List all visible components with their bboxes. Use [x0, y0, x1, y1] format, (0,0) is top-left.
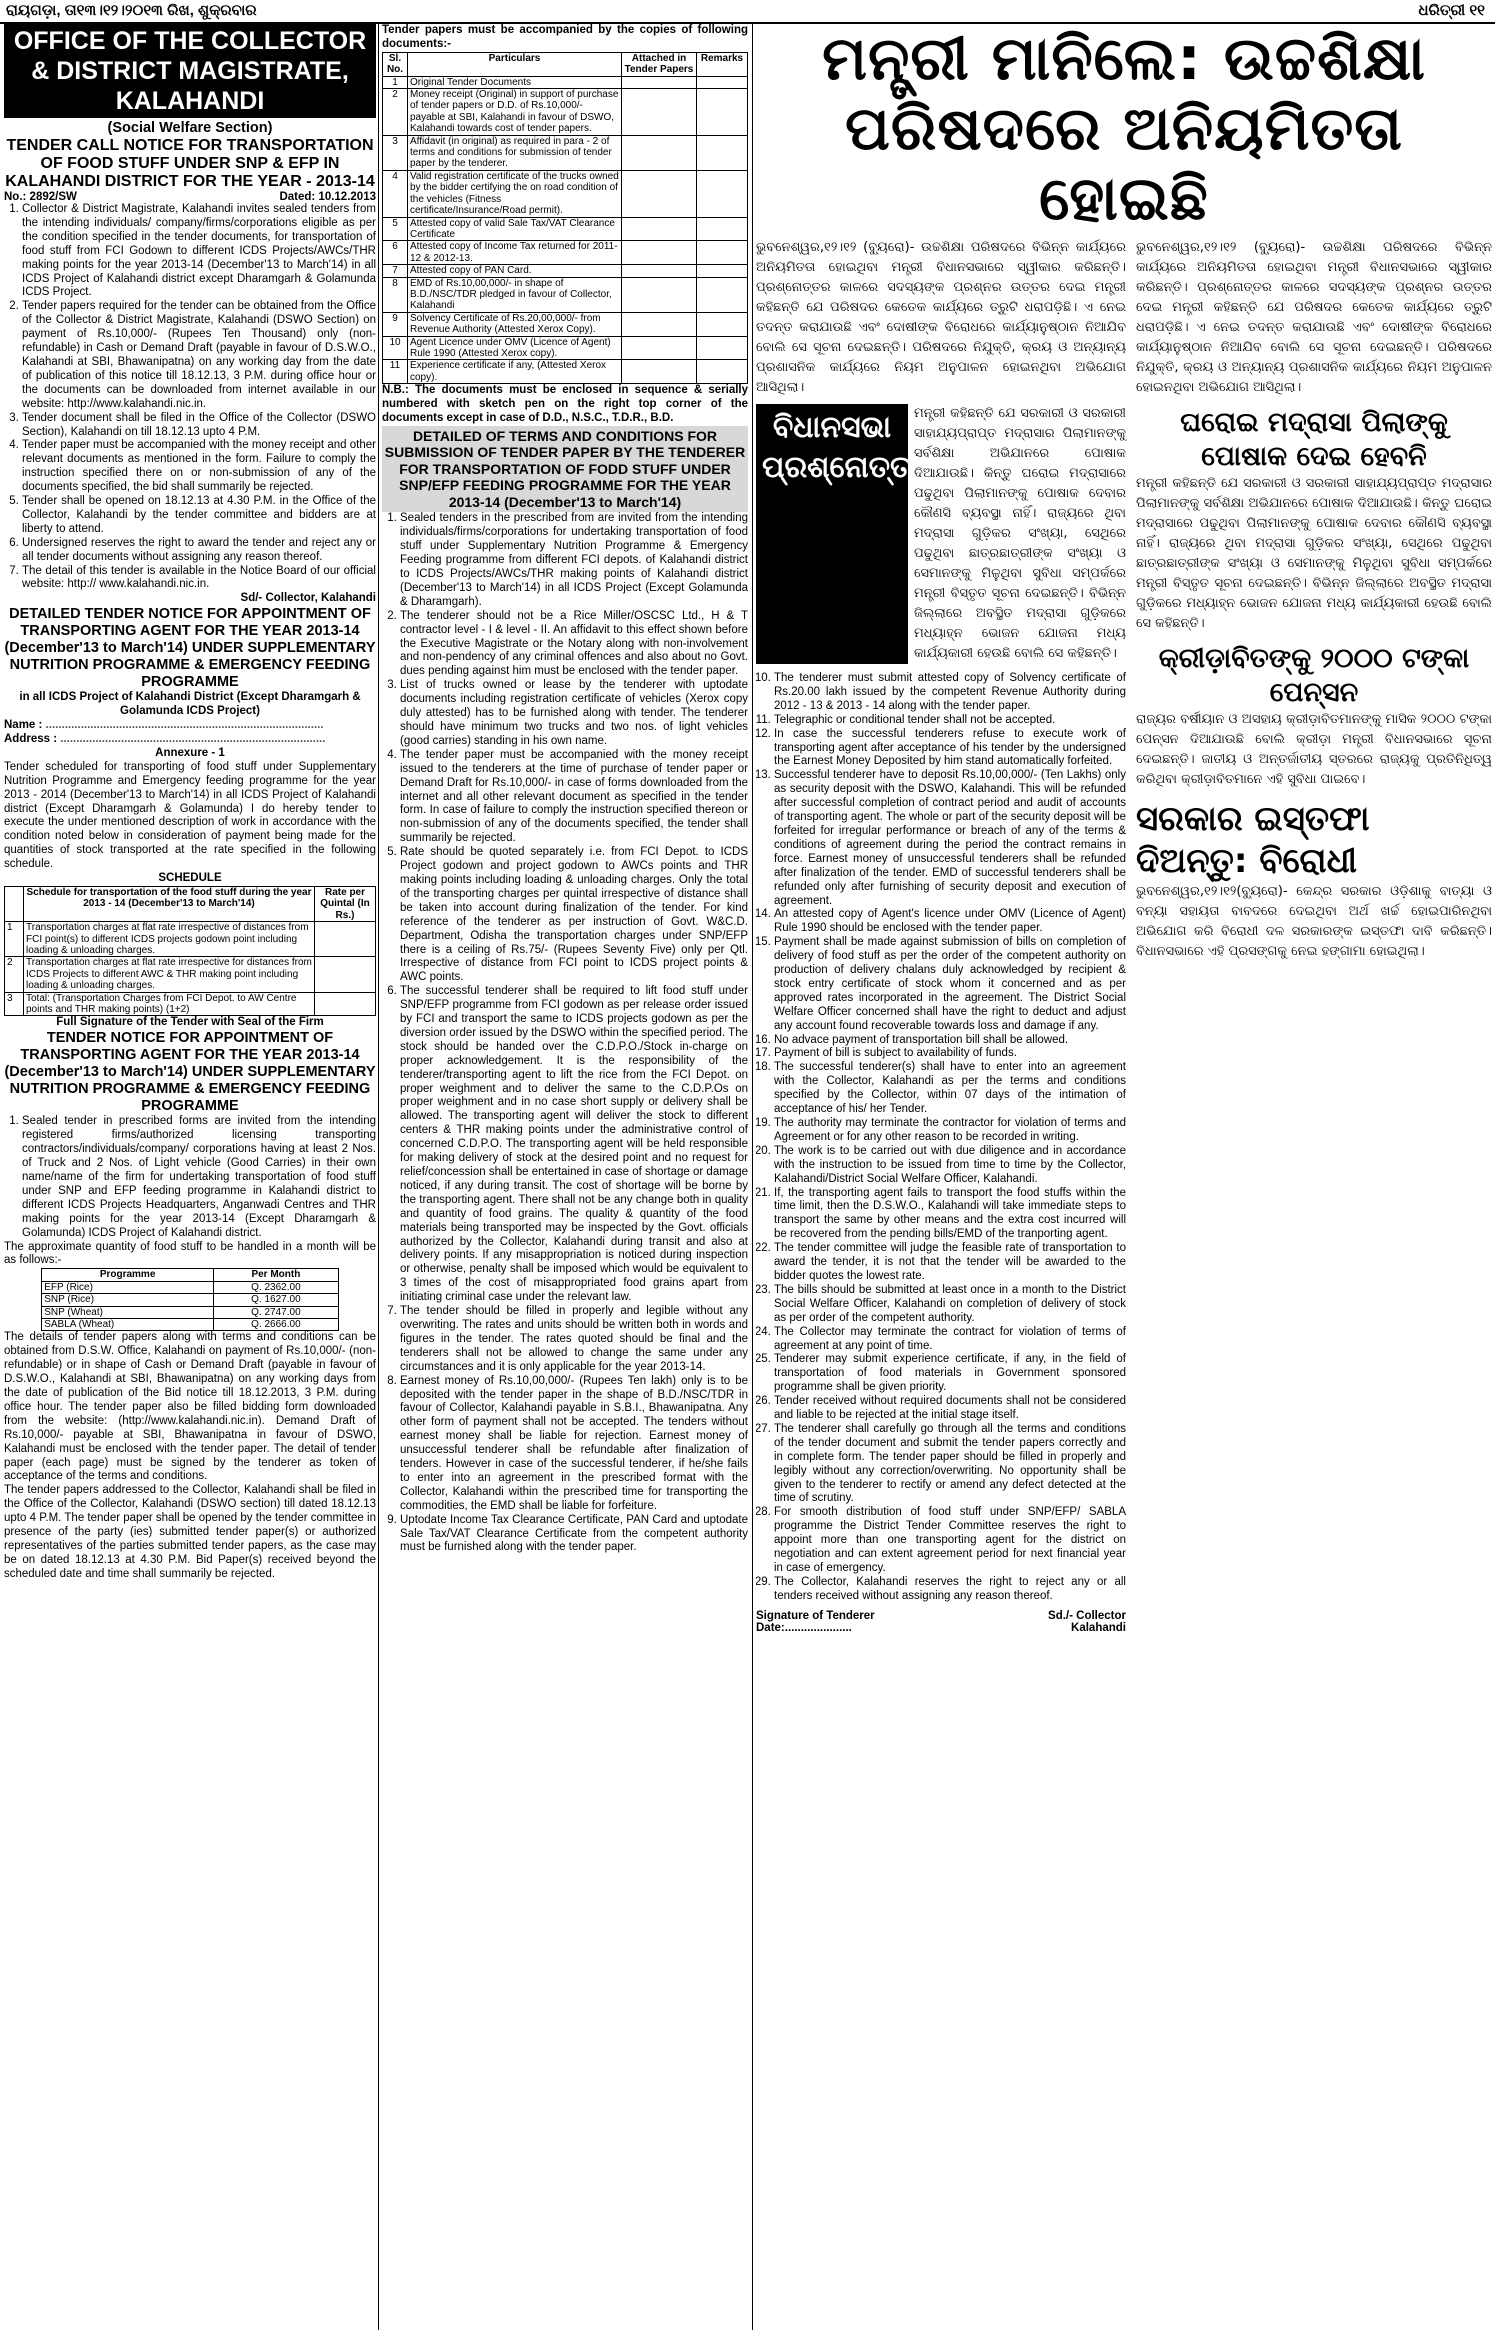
terms-list — [382, 512, 748, 1555]
quantity-row — [42, 1281, 339, 1293]
quantity-value: Q. 1627.00 — [214, 1294, 339, 1306]
document-row — [383, 312, 748, 336]
notice2-points — [4, 1115, 376, 1240]
terms-item: 16. No advace payment of transportation bill shall be allowed. — [774, 1034, 1126, 1048]
schedule-row — [5, 922, 376, 957]
document-sl: 6 — [383, 241, 408, 265]
kalahandi-label: Kalahandi — [1071, 1621, 1126, 1634]
terms-item: 6. The successful tenderer shall be required to lift food stuff under SNP/EFP programme from FCI godown as per release order issued by FCI and transport the same to ICDS projects godown as per the diversion order issued by the DSWO within the specified period. The stock should be handed over the C.D.P.O./Stock in-charge on proper acknowledgement. It is the responsibility of the tenderer/transporting agent to lift the rice from the FCI Depot. on proper weighment and to deliver the same to the C.D.P.Os on proper weighment and in no case short supply or delivery shall be allowed. The transporting agent will deliver the stock to different centers & THR making points under the administrative control of concerned C.D.P.O. The transporting agent will be held responsible for making delivery of stock at the desired point and no request for relief/concession shall be entertained in case of shortage or damage noticed, if any during transit. The cost of shortage will be borne by the transporting agent. There shall not be any change both in quality and quantity of food grains. The quality & quantity of the food materials being transported may be inspected by the Govt. officials authorized by the Collector, Kalahandi during transit and also at delivery points. If any misappropriation is noticed during inspection or otherwise, penalty shall be imposed which would be equivalent to 3 times of the cost of misappropriated food grains apart from initiating criminal case under the relevant law. — [400, 985, 748, 1305]
document-particular: Valid registration certificate of the trucks owned by the bidder certifying the on road condition of the vehicles (Fitness certificate/Insurance/Road permit). — [408, 170, 622, 217]
schedule-rate — [315, 957, 376, 992]
news-body-2: ଭୁବନେଶ୍ୱର,୧୨।୧୨ (ବ୍ୟୁରୋ)- ଉଚ୍ଚଶିକ୍ଷା ପରିଷଦରେ ବିଭିନ୍ନ କାର୍ଯ୍ୟରେ ଅନିୟମିତତା ହୋଇଥିବା ମନ୍ତ୍ରୀ ବିଧାନସଭାରେ ସ୍ୱୀକାର କରିଛନ୍ତି। ପ୍ରଶ୍ନୋତ୍ତର କାଳରେ ସଦସ୍ୟଙ୍କ ପ୍ରଶ୍ନର ଉତ୍ତର ଦେଇ ମନ୍ତ୍ରୀ କହିଛନ୍ତି ଯେ ପରିଷଦର କେତେକ କାର୍ଯ୍ୟରେ ତ୍ରୁଟି ଧରାପଡ଼ିଛି। ଏ ନେଇ ତଦନ୍ତ କରାଯାଉଛି ଏବଂ ଦୋଷୀଙ୍କ ବିରୋଧରେ କାର୍ଯ୍ୟାନୁଷ୍ଠାନ ନିଆଯିବ ବୋଲି ସେ ସୂଚନା ଦେଇଛନ୍ତି। ପରିଷଦରେ ନିଯୁକ୍ତି, କ୍ରୟ ଓ ଅନ୍ୟାନ୍ୟ ପ୍ରଶାସନିକ କାର୍ଯ୍ୟରେ ନିୟମ ଅନୁପାଳନ ହୋଇନଥିବା ଅଭିଯୋଗ ଆସିଥିଲା। — [1136, 240, 1492, 395]
full-signature-label: Full Signature of the Tender with Seal of the Firm — [56, 1016, 324, 1029]
document-particular: Agent Licence under OMV (Licence of Agent) Rule 1990 (Attested Xerox copy). — [408, 336, 622, 360]
schedule-sl: 2 — [5, 957, 24, 992]
document-remarks — [697, 360, 748, 384]
document-sl: 5 — [383, 217, 408, 241]
resign-headline: ସରକାର ଇସ୍ତଫା ଦିଅନ୍ତୁ: ବିରୋଧୀ — [1136, 799, 1370, 881]
document-particular: Attested copy of valid Sale Tax/VAT Clearance Certificate — [408, 217, 622, 241]
notice-point: 4. Tender paper must be accompanied with the money receipt and other relevant documents as mentioned in the form. Failure to comply the instruction specified there on or non-submission of any of the documents specified, the bid shall summarily be rejected. — [22, 439, 376, 495]
document-particular: Money receipt (Original) in support of purchase of tender papers or D.D. of Rs.10,000/- payable at SBI, Kalahandi in favour of DSWO, Kalahandi towards cost of tender papers. — [408, 89, 622, 136]
qty-head-programme: Programme — [42, 1269, 214, 1281]
quantity-row — [42, 1306, 339, 1318]
document-row — [383, 265, 748, 277]
schedule-rate — [315, 922, 376, 957]
document-sl: 9 — [383, 312, 408, 336]
terms-item: 17. Payment of bill is subject to availability of funds. — [774, 1047, 1126, 1061]
document-remarks — [697, 89, 748, 136]
collector-signature-label: Sd./- Collector — [1048, 1609, 1126, 1622]
document-row — [383, 76, 748, 88]
document-particular: Original Tender Documents — [408, 76, 622, 88]
document-remarks — [697, 76, 748, 88]
terms-item: 25. Tenderer may submit experience certificate, if any, in the field of transportation of food materials in Government sponsored programme shall be given priority. — [774, 1353, 1126, 1395]
document-remarks — [697, 135, 748, 170]
documents-terms-column — [382, 24, 748, 2330]
news-split — [756, 238, 1492, 1634]
document-attached — [622, 277, 697, 312]
address-field-label: Address : ................................................................................... — [4, 733, 326, 745]
madrasa-headline-line2: ପୋଷାକ ଦେଇ ହେବନି — [1201, 441, 1427, 472]
notice-point: 1. Collector & District Magistrate, Kalahandi invites sealed tenders from the intending individuals/ company/firms/corporations eligible as per the condition specified in the tender documents, for transportation of food stuff from FCI Godown to different ICDS Projects/AWCs/THR making points for the year 2013-14 (December'13 to March'14) in all ICDS Project of Kalahandi district except Dharamgarh & Golamunda ICDS Project. — [22, 203, 376, 300]
document-attached — [622, 76, 697, 88]
tender-notice-column — [4, 24, 376, 2330]
document-remarks — [697, 277, 748, 312]
terms-item: 22. The tender committee will judge the feasible rate of transportation to award the tender, it is not that the tender will be awarded to the bidder quotes the lowest rate. — [774, 1242, 1126, 1284]
madrasa-body: ମନ୍ତ୍ରୀ କହିଛନ୍ତି ଯେ ସରକାରୀ ଓ ସରକାରୀ ସାହାଯ୍ୟପ୍ରାପ୍ତ ମଦ୍ରାସାର ପିଲାମାନଙ୍କୁ ସର୍ବଶିକ୍ଷା ଅଭିଯାନରେ ପୋଷାକ ଦିଆଯାଉଛି। କିନ୍ତୁ ଘରୋଇ ମଦ୍ରାସାରେ ପଢୁଥିବା ପିଲାମାନଙ୍କୁ ପୋଷାକ ଦେବାର କୌଣସି ବ୍ୟବସ୍ଥା ନାହିଁ। ରାଜ୍ୟରେ ଥିବା ମଦ୍ରାସା ଗୁଡ଼ିକର ସଂଖ୍ୟା, ସେଥିରେ ପଢୁଥିବା ଛାତ୍ରଛାତ୍ରୀଙ୍କ ସଂଖ୍ୟା ଓ ସେମାନଙ୍କୁ ମିଳୁଥିବା ସୁବିଧା ସମ୍ପର୍କରେ ମନ୍ତ୍ରୀ ବିସ୍ତୃତ ସୂଚନା ଦେଇଛନ୍ତି। ବିଭିନ୍ନ ଜିଲ୍ଲାରେ ଅବସ୍ଥିତ ମଦ୍ରାସା ଗୁଡ଼ିକରେ ମଧ୍ୟାହ୍ନ ଭୋଜନ ଯୋଜନା ମଧ୍ୟ କାର୍ଯ୍ୟକାରୀ ହେଉଛି ବୋଲି ସେ କହିଛନ୍ତି। — [1136, 476, 1492, 631]
news-body-1: ଭୁବନେଶ୍ୱର,୧୨।୧୨ (ବ୍ୟୁରୋ)- ଉଚ୍ଚଶିକ୍ଷା ପରିଷଦରେ ବିଭିନ୍ନ କାର୍ଯ୍ୟରେ ଅନିୟମିତତା ହୋଇଥିବା ମନ୍ତ୍ରୀ ବିଧାନସଭାରେ ସ୍ୱୀକାର କରିଛନ୍ତି। ପ୍ରଶ୍ନୋତ୍ତର କାଳରେ ସଦସ୍ୟଙ୍କ ପ୍ରଶ୍ନର ଉତ୍ତର ଦେଇ ମନ୍ତ୍ରୀ କହିଛନ୍ତି ଯେ ପରିଷଦର କେତେକ କାର୍ଯ୍ୟରେ ତ୍ରୁଟି ଧରାପଡ଼ିଛି। ଏ ନେଇ ତଦନ୍ତ କରାଯାଉଛି ଏବଂ ଦୋଷୀଙ୍କ ବିରୋଧରେ କାର୍ଯ୍ୟାନୁଷ୍ଠାନ ନିଆଯିବ ବୋଲି ସେ ସୂଚନା ଦେଇଛନ୍ତି। ପରିଷଦରେ ନିଯୁକ୍ତି, କ୍ରୟ ଓ ଅନ୍ୟାନ୍ୟ ପ୍ରଶାସନିକ କାର୍ଯ୍ୟରେ ନିୟମ ଅନୁପାଳନ ହୋଇନଥିବା ଅଭିଯୋଗ ଆସିଥିଲା। — [756, 240, 1126, 395]
schedule-rate — [315, 992, 376, 1016]
notice-point: 5. Tender shall be opened on 18.12.13 at 4.30 P.M. in the Office of the Collector, Kalahandi by the tender committee and bidders are at liberty to attend. — [22, 495, 376, 537]
notice-ref-row — [4, 191, 376, 203]
detailed-notice-subtitle: in all ICDS Project of Kalahandi District (Except Dharamgarh & Golamunda ICDS Project) — [19, 691, 361, 718]
docs-head-remarks: Remarks — [697, 52, 748, 76]
office-title: OFFICE OF THE COLLECTOR & DISTRICT MAGISTRATE, KALAHANDI — [4, 24, 376, 118]
sports-pension-headline: କ୍ରୀଡ଼ାବିତଙ୍କୁ ୨୦୦୦ ଟଙ୍କା ପେନ୍‌ସନ — [1158, 643, 1470, 708]
sports-pension-body: ରାଜ୍ୟର ବର୍ଷୀୟାନ ଓ ଅସହାୟ କ୍ରୀଡ଼ାବିତମାନଙ୍କୁ ମାସିକ ୨୦୦୦ ଟଙ୍କା ପେନ୍‌ସନ ଦିଆଯାଉଛି ବୋଲି କ୍ରୀଡ଼ା ମନ୍ତ୍ରୀ ବିଧାନସଭାରେ ସୂଚନା ଦେଇଛନ୍ତି। ଜାତୀୟ ଓ ଅନ୍ତର୍ଜାତୀୟ ସ୍ତରରେ ରାଜ୍ୟକୁ ପ୍ରତିନିଧିତ୍ୱ କରିଥିବା କ୍ରୀଡ଼ାବିତମାନେ ଏହି ସୁବିଧା ପାଇବେ। — [1136, 712, 1492, 787]
box-row — [756, 404, 1126, 664]
terms-continued-list — [756, 672, 1126, 1604]
page-header-bar — [0, 0, 1495, 24]
terms-item: 10. The tenderer must submit attested copy of Solvency certificate of Rs.20.00 lakh issued by the competent Revenue Authority during 2012 - 13 & 2013 - 14 along with the tender paper. — [774, 672, 1126, 714]
quantity-row — [42, 1318, 339, 1330]
document-remarks — [697, 217, 748, 241]
document-sl: 11 — [383, 360, 408, 384]
notice-point: 2. Tender papers required for the tender can be obtained from the Office of the Collector & District Magistrate, Kalahandi (DSWO Section) on payment of Rs.10,000/- (Rupees Ten Thousand) only (non-refundable) in Cash or Demand Draft (payable in favour of D.S.W.O., Kalahandi at SBI, Bhawanipatna) on any working day from the date of publication of this notice till 18.12.13, 3 P.M. during office hour or the documents can be downloaded from internet available in our website: http://www.kalahandi.nic.in. — [22, 300, 376, 411]
schedule-sl: 1 — [5, 922, 24, 957]
assembly-qa-box: ବିଧାନସଭା ପ୍ରଶ୍ନୋତ୍ତର — [756, 404, 908, 664]
document-particular: Attested copy of PAN Card. — [408, 265, 622, 277]
terms-item: 24. The Collector may terminate the contract for violation of terms of agreement at any point of time. — [774, 1326, 1126, 1354]
schedule-head-desc: Schedule for transportation of the food stuff during the year 2013 - 14 (December'13 to March'14) — [24, 886, 315, 921]
document-row — [383, 360, 748, 384]
terms-item: 3. List of trucks owned or lease by the tenderer with uptodate documents including registration certificate of vehicles (Xerox copy duly attested) has to be furnished along with tender. The tenderer should have minimum two trucks and two nos. of light vehicles (good carries) standing in his own name. — [400, 679, 748, 749]
schedule-desc: Transportation charges at flat rate irrespective of distances from FCI point(s) to different ICDS projects godown point including loading & unloading charges. — [24, 922, 315, 957]
notice-point: 7. The detail of this tender is available in the Notice Board of our official website: http:// www.kalahandi.nic.in. — [22, 565, 376, 593]
quantity-programme: EFP (Rice) — [42, 1281, 214, 1293]
section-label: (Social Welfare Section) — [107, 120, 273, 136]
terms-item: 2. The tenderer should not be a Rice Miller/OSCSC Ltd., H & T contractor level - I & level - II. An affidavit to this effect shown before the Executive Magistrate or the Notary along with non-involvement and non-pendency of any criminal offences and also about no Govt. dues pending against him must be enclosed with the tender paper. — [400, 610, 748, 680]
document-attached — [622, 312, 697, 336]
addressed-text: The tender papers addressed to the Collector, Kalahandi shall be filed in the Office of the Collector, Kalahandi (DSWO section) till dated 18.12.13 upto 4 P.M. The tender paper shall be opened by the tender committee in presence of the party (ies) submitted tender paper(s) or authorized representatives of the parties submitted tender papers, as the case may be on dated 18.12.13 at 4.30 P.M. Bid Paper(s) received beyond the scheduled date and time shall summarily be rejected. — [4, 1484, 376, 1580]
terms-item: 5. Rate should be quoted separately i.e. from FCI Depot. to ICDS Project godown and project godown to AWCs points and THR making points including loading & unloading charges. Only the total of the transporting charges per quintal irrespective of distance shall be taken into account during finalization of the tender. For kind reference of the tenderer as per instruction of Govt. W&C.D. Department, Odisha the transportation charges under SNP/EFP there is a ceiling of Rs.75/- (Rupees Seventy Five) only per Qtl. Irrespective of distance from FCI point to ICDS project points & AWC points. — [400, 846, 748, 985]
terms-item: 14. An attested copy of Agent's licence under OMV (Licence of Agent) Rule 1990 should be enclosed with the tender paper. — [774, 908, 1126, 936]
document-remarks — [697, 312, 748, 336]
document-attached — [622, 89, 697, 136]
docs-head-particulars: Particulars — [408, 52, 622, 76]
name-field-label: Name : ....................................................................................... — [4, 719, 324, 732]
terms-item: 23. The bills should be submitted at least once in a month to the District Social Welfare Officer, Kalahandi on completion of delivery of stock as per order of the competent authority. — [774, 1284, 1126, 1326]
terms-title: DETAILED OF TERMS AND CONDITIONS FOR SUBMISSION OF TENDER PAPER BY THE TENDERER FOR TRANSPORTATION OF FODD STUFF UNDER SNP/EFP FEEDING PROGRAMME FOR THE YEAR 2013-14 (December'13 to March'14) — [382, 426, 748, 513]
document-particular: EMD of Rs.10,00,000/- in shape of B.D./NSC/TDR pledged in favour of Collector, Kalahandi — [408, 277, 622, 312]
docs-head-attached: Attached in Tender Papers — [622, 52, 697, 76]
terms-item: 13. Successful tenderer have to deposit Rs.10,00,000/- (Ten Lakhs) only as security deposit with the DSWO, Kalahandi. This will be refunded after successful completion of contract period and audit of accounts of transporting agent. The whole or part of the security deposit will be forfeited for irregular performance or breach of any of the terms & conditions of agreement during the period the contract remains in force. Earnest money of unsuccessful tenderers shall be refunded after finalization of the tender. EMD of successful tenderers shall be refunded only after furnishing of security deposit and execution of agreement. — [774, 769, 1126, 908]
document-row — [383, 241, 748, 265]
document-attached — [622, 217, 697, 241]
document-remarks — [697, 336, 748, 360]
schedule-desc: Transportation charges at flat rate irrespective for distances from ICDS Projects to different AWC & THR making point including loading & unloading charges. — [24, 957, 315, 992]
terms-item: 19. The authority may terminate the contractor for violation of terms and Agreement or for any other reason to be recorded in writing. — [774, 1117, 1126, 1145]
quantity-value: Q. 2747.00 — [214, 1306, 339, 1318]
annexure-label: Annexure - 1 — [155, 746, 225, 759]
terms-item: 9. Uptodate Income Tax Clearance Certificate, PAN Card and uptodate Sale Tax/VAT Clearance Certificate from the competent authority must be furnished along with the tender paper. — [400, 1514, 748, 1556]
document-row — [383, 336, 748, 360]
main-headline-line1: ମନ୍ତ୍ରୀ ମାନିଲେ: ଉଚ୍ଚଶିକ୍ଷା — [822, 24, 1426, 94]
quantity-programme: SABLA (Wheat) — [42, 1318, 214, 1330]
date-row — [756, 1622, 1126, 1634]
document-row — [383, 170, 748, 217]
terms-item: 7. The tender should be filled in properly and legible without any overwriting. The rates and units should be written both in words and figures in the tender. The rates quoted should be final and the tenderers shall not be allowed to change the same under any circumstances and it is only applicable for the year 2013-14. — [400, 1305, 748, 1375]
document-sl: 3 — [383, 135, 408, 170]
document-row — [383, 89, 748, 136]
news-and-terms-column — [756, 24, 1492, 2330]
document-row — [383, 135, 748, 170]
document-attached — [622, 241, 697, 265]
quantity-programme: SNP (Rice) — [42, 1294, 214, 1306]
quantity-intro: The approximate quantity of food stuff to be handled in a month will be as follows:- — [4, 1240, 376, 1267]
collector-signature: Sd/- Collector, Kalahandi — [240, 592, 376, 605]
signature-row — [756, 1610, 1126, 1622]
schedule-table — [4, 886, 376, 1016]
date-label: Date:..................... — [756, 1621, 852, 1634]
document-sl: 4 — [383, 170, 408, 217]
document-row — [383, 217, 748, 241]
annexure-text: Tender scheduled for transporting of food stuff under Supplementary Nutrition Programme and Emergency feeding programme for the year 2013 - 2014 (December'13 to March'14) in all ICDS Project of Kalahandi district (Except Dharamgarh & Golamunda) I do hereby tender to execute the under mentioned description of work in accordance with the condition noted below in consideration of payment being made for the quantities of stock transported at the rate specified in the following schedule. — [4, 760, 376, 871]
qty-head-per-month: Per Month — [214, 1269, 339, 1281]
schedule-title: SCHEDULE — [158, 872, 222, 885]
document-sl: 8 — [383, 277, 408, 312]
notice-number: No.: 2892/SW — [4, 191, 77, 203]
notice-point: 3. Tender document shall be filed in the Office of the Collector (DSWO Section), Kalahandi on till 18.12.13 upto 4 P.M. — [22, 412, 376, 440]
schedule-sl: 3 — [5, 992, 24, 1016]
terms-item: 27. The tenderer shall carefully go through all the terms and conditions of the tender document and submit the tender papers correctly and in complete form. The tender paper should be filled in properly and legibly without any correction/overwriting. No opportunity shall be given to the tenderer to rectify or amend any defect detected at the time of scrutiny. — [774, 1423, 1126, 1506]
document-remarks — [697, 265, 748, 277]
details-text: The details of tender papers along with terms and conditions can be obtained from D.S.W. Office, Kalahandi on payment of Rs.10,000/- (non-refundable) or in shape of Cash or Demand Draft (payable in favour of D.S.W.O., Kalahandi at SBI, Bhawanipatna) on any working days from the date of publication of the Bid notice till 18.12.2013, 3 P.M. during office hour. The tender paper also be filled bidding form downloaded from the website: (http://www.kalahandi.nic.in). Demand Draft of Rs.10,000/- payable at SBI, Bhawanipatna in favour of DSWO, Kalahandi must be enclosed with the tender paper. The detail of tender paper (each page) must be signed by the tenderer as token of acceptance of the terms and conditions. — [4, 1331, 376, 1483]
notice2-title: TENDER NOTICE FOR APPOINTMENT OF TRANSPORTING AGENT FOR THE YEAR 2013-14 (December'13 to March'14) UNDER SUPPLEMENTARY NUTRITION PROGRAMME & EMERGENCY FEEDING PROGRAMME — [4, 1030, 376, 1115]
documents-nb: N.B.: The documents must be enclosed in sequence & serially numbered with sketch pen on the right top corner of the documents except in case of D.D., N.S.C., T.D.R., B.D. — [382, 384, 748, 424]
quantity-table — [41, 1268, 339, 1331]
notice-title: TENDER CALL NOTICE FOR TRANSPORTATION OF FOOD STUFF UNDER SNP & EFP IN KALAHANDI DISTRICT FOR THE YEAR - 2013-14 — [5, 137, 375, 190]
document-particular: Affidavit (in original) as required in para - 2 of terms and conditions for submission of tender paper by the tenderer. — [408, 135, 622, 170]
notice2-point: 1. Sealed tender in prescribed forms are invited from the intending registered firms/authorized licensing transporting contractors/individuals/company/ corporations having at least 2 Nos. of Truck and 2 Nos. of Light vehicle (Good Carries) in their own name/name of the firm for undertaking transportation of food stuff under SNP and EFP feeding programme in Kalahandi district to different ICDS Projects Headquarters, Anganwadi Centres and THR making points for the year 2013-14 (Except Dharamgarh & Golamunda) ICDS Project of Kalahandi district. — [22, 1115, 376, 1240]
terms-item: 11. Telegraphic or conditional tender shall not be accepted. — [774, 714, 1126, 728]
quantity-programme: SNP (Wheat) — [42, 1306, 214, 1318]
terms-item: 4. The tender paper must be accompanied with the money receipt issued to the tenderers at the time of purchase of tender paper or Demand Draft for Rs.10,000/- in case of forms downloaded from the internet and all other relevant document as specified in the tender form. In case of failure to comply the instruction specified thereon or non-submission of any of the documents specified, the tender shall summarily be rejected. — [400, 749, 748, 846]
document-particular: Experience certificate if any, (Attested Xerox copy). — [408, 360, 622, 384]
document-remarks — [697, 241, 748, 265]
tenderer-signature-label: Signature of Tenderer — [756, 1609, 875, 1622]
notice-points — [4, 203, 376, 592]
document-particular: Attested copy of Income Tax returned for 2011-12 & 2012-13. — [408, 241, 622, 265]
document-attached — [622, 170, 697, 217]
document-sl: 7 — [383, 265, 408, 277]
column-divider — [378, 24, 379, 2330]
terms-item: 12. In case the successful tenderers refuse to execute work of transporting agent after acceptance of his tender by the undersigned the Earnest Money Deposited by him stand automatically forfeited. — [774, 728, 1126, 770]
notice-date: Dated: 10.12.2013 — [279, 191, 376, 203]
madrasa-headline-line1: ଘରୋଇ ମଦ୍ରାସା ପିଲାଙ୍କୁ — [1180, 407, 1448, 438]
documents-table — [382, 52, 748, 384]
docs-head-sl: Sl. No. — [383, 52, 408, 76]
news-right — [1136, 238, 1492, 1634]
document-attached — [622, 360, 697, 384]
dateline: ରାୟଗଡ଼ା, ତା୧୩।୧୨।୨୦୧୩ ରିଖ, ଶୁକ୍ରବାର — [6, 2, 257, 19]
page-number: ଧରିତ୍ରୀ ୧୧ — [1418, 2, 1485, 19]
terms-item: 18. The successful tenderer(s) shall have to enter into an agreement with the Collector, Kalahandi as per the terms and conditions specified by the Collector, within 07 days of the intimation of acceptance of his/ her Tender. — [774, 1061, 1126, 1117]
resign-body: ଭୁବନେଶ୍ୱର,୧୨।୧୨(ବ୍ୟୁରୋ)- କେନ୍ଦ୍ର ସରକାର ଓଡ଼ିଶାକୁ ବାତ୍ୟା ଓ ବନ୍ୟା ସହାୟତା ବାବଦରେ ଦେଇଥିବା ଅର୍ଥ ଖର୍ଚ୍ଚ ହୋଇପାରିନଥିବା ଅଭିଯୋଗ କରି ବିରୋଧୀ ଦଳ ସରକାରଙ୍କ ଇସ୍ତଫା ଦାବି କରିଛନ୍ତି। ବିଧାନସଭାରେ ଏହି ପ୍ରସଙ୍ଗକୁ ନେଇ ହଙ୍ଗାମା ହୋଇଥିଲା। — [1136, 884, 1492, 959]
terms-item: 8. Earnest money of Rs.10,00,000/- (Rupees Ten lakh) only is to be deposited with the tender paper in the shape of B.D./NSC/TDR in favour of Collector, Kalahandi payable in S.B.I., Bhawanipatna. Any other form of payment shall not be accepted. The tenders without earnest money shall be liable for rejection. Earnest money of unsuccessful tenderer shall be refundable after finalization of tenders. However in case of the successful tenderer, if he/she fails to enter into an agreement in the prescribed format with the Collector, Kalahandi within the prescribed time for transporting the commodities, the EMD shall be liable for forfeiture. — [400, 1375, 748, 1514]
schedule-row — [5, 957, 376, 992]
document-attached — [622, 265, 697, 277]
schedule-desc: Total: (Transportation Charges from FCI Depot. to AW Centre points and THR making points) (1+2) — [24, 992, 315, 1016]
quantity-row — [42, 1294, 339, 1306]
quantity-value: Q. 2666.00 — [214, 1318, 339, 1330]
quantity-value: Q. 2362.00 — [214, 1281, 339, 1293]
notice-point: 6. Undersigned reserves the right to award the tender and reject any or all tender documents without assigning any reason thereof. — [22, 537, 376, 565]
schedule-head-rate: Rate per Quintal (In Rs.) — [315, 886, 376, 921]
document-sl: 1 — [383, 76, 408, 88]
document-particular: Solvency Certificate of Rs.20,00,000/- from Revenue Authority (Attested Xerox Copy). — [408, 312, 622, 336]
document-sl: 10 — [383, 336, 408, 360]
column-divider — [752, 24, 753, 2330]
terms-item: 20. The work is to be carried out with due diligence and in accordance with the instruction to be issued from time to time by the Collector, Kalahandi/District Social Welfare Officer, Kalahandi. — [774, 1145, 1126, 1187]
document-attached — [622, 336, 697, 360]
terms-item: 26. Tender received without required documents shall not be considered and liable to be rejected at the initial stage itself. — [774, 1395, 1126, 1423]
terms-item: 28. For smooth distribution of food stuff under SNP/EFP/ SABLA programme the District Tender Committee reserves the right to appoint more than one transporting agent for the district on negotiation and can extent agreement period for next financial year in case of emergency. — [774, 1506, 1126, 1576]
main-headline-line2: ପରିଷଦରେ ଅନିୟମିତତା ହୋଇଛି — [845, 94, 1403, 234]
news-left — [756, 238, 1126, 1634]
schedule-row — [5, 992, 376, 1016]
terms-item: 15. Payment shall be made against submission of bills on completion of delivery of food stuff as per the order of the competent authority on production of delivery chalans duly acknowledged by recipient & stock entry certificate of stock whom it concerned and as per approved rates incorporated in the agreement. The District Social Welfare Officer concerned shall have the right to deduct and adjust any account found recoverable towards loss and damage if any. — [774, 936, 1126, 1033]
terms-item: 1. Sealed tenders in the prescribed from are invited from the intending individuals/firms/corporations for undertaking transportation of food stuff under Supplementary Nutrition Programme & Emergency Feeding programme from different FCI depots. of Kalahandi district to ICDS Projects/AWCs/THR making points of Kalahandi district (December'13 to March'14) in all ICDS Project (Except Golamunda & Dharamgarh). — [400, 512, 748, 609]
document-row — [383, 277, 748, 312]
detailed-notice-title: DETAILED TENDER NOTICE FOR APPOINTMENT OF TRANSPORTING AGENT FOR THE YEAR 2013-14 (December'13 to March'14) UNDER SUPPLEMENTARY NUTRITION PROGRAMME & EMERGENCY FEEDING PROGRAMME — [4, 606, 376, 691]
document-remarks — [697, 170, 748, 217]
news-body-1b: ମନ୍ତ୍ରୀ କହିଛନ୍ତି ଯେ ସରକାରୀ ଓ ସରକାରୀ ସାହାଯ୍ୟପ୍ରାପ୍ତ ମଦ୍ରାସାର ପିଲାମାନଙ୍କୁ ସର୍ବଶିକ୍ଷା ଅଭିଯାନରେ ପୋଷାକ ଦିଆଯାଉଛି। କିନ୍ତୁ ଘରୋଇ ମଦ୍ରାସାରେ ପଢୁଥିବା ପିଲାମାନଙ୍କୁ ପୋଷାକ ଦେବାର କୌଣସି ବ୍ୟବସ୍ଥା ନାହିଁ। ରାଜ୍ୟରେ ଥିବା ମଦ୍ରାସା ଗୁଡ଼ିକର ସଂଖ୍ୟା, ସେଥିରେ ପଢୁଥିବା ଛାତ୍ରଛାତ୍ରୀଙ୍କ ସଂଖ୍ୟା ଓ ସେମାନଙ୍କୁ ମିଳୁଥିବା ସୁବିଧା ସମ୍ପର୍କରେ ମନ୍ତ୍ରୀ ବିସ୍ତୃତ ସୂଚନା ଦେଇଛନ୍ତି। ବିଭିନ୍ନ ଜିଲ୍ଲାରେ ଅବସ୍ଥିତ ମଦ୍ରାସା ଗୁଡ଼ିକରେ ମଧ୍ୟାହ୍ନ ଭୋଜନ ଯୋଜନା ମଧ୍ୟ କାର୍ଯ୍ୟକାରୀ ହେଉଛି ବୋଲି ସେ କହିଛନ୍ତି। — [914, 406, 1126, 661]
terms-item: 21. If, the transporting agent fails to transport the food stuffs within the time limit, then the D.S.W.O., Kalahandi will take immediate steps to transport the same by other means and the extra cost incurred will be recovered from the pending bills/EMD of the tranporting agent. — [774, 1187, 1126, 1243]
terms-item: 29. The Collector, Kalahandi reserves the right to reject any or all tenders received without assigning any reason thereof. — [774, 1576, 1126, 1604]
documents-title: Tender papers must be accompanied by the copies of following documents:- — [382, 24, 748, 50]
document-attached — [622, 135, 697, 170]
document-sl: 2 — [383, 89, 408, 136]
